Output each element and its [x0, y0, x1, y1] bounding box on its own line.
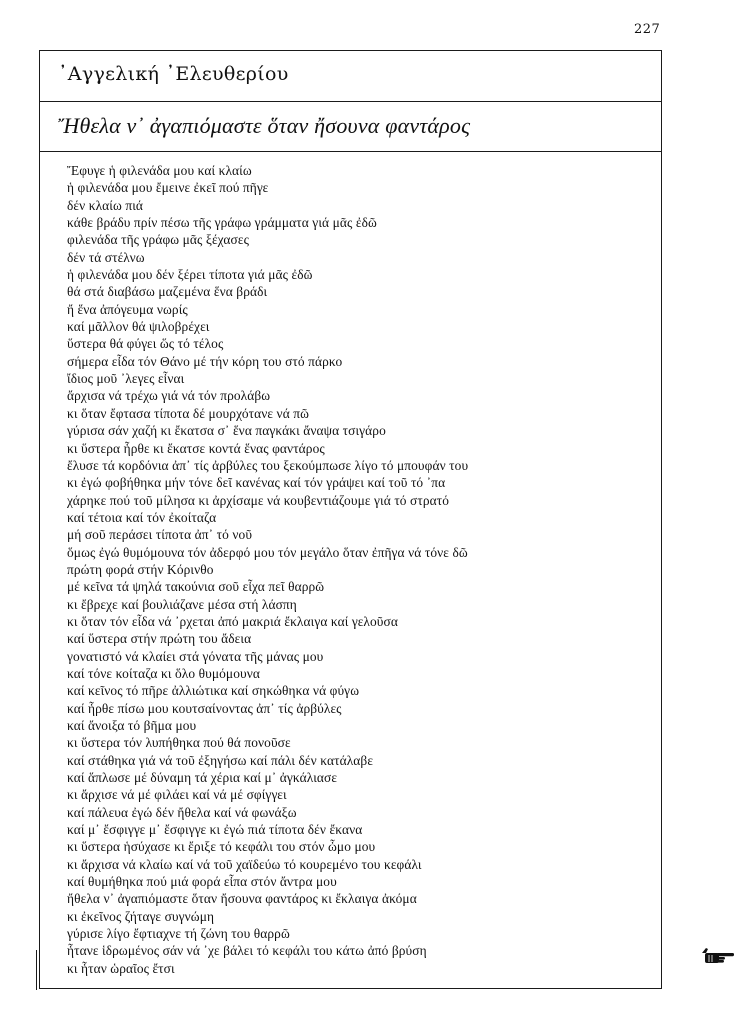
frame-edge	[36, 950, 40, 990]
poem-line: καί κεῖνος τό πῆρε ἀλλιώτικα καί σηκώθηκα νά φύγω	[67, 683, 360, 699]
poem-line: κι ἄρχισα νά κλαίω καί νά τοῦ χαϊδεύω τό κουρεμένο του κεφάλι	[67, 856, 422, 872]
poem-line: καί θυμήθηκα πού μιά φορά εἶπα στόν ἄντρα μου	[67, 874, 337, 890]
poem-line: καί ἄνοιξα τό βῆμα μου	[67, 718, 197, 733]
poem-line: καί τέτοια καί τόν ἐκοίταζα	[67, 509, 217, 525]
poem-line: ἡ φιλενάδα μου ἔμεινε ἐκεῖ πού πῆγε	[67, 180, 269, 196]
poem-line: σήμερα εἶδα τόν Θάνο μέ τήν κόρη του στό πάρκο	[67, 353, 343, 369]
poem-line: κι ἄρχισε νά μέ φιλάει καί νά μέ σφίγγει	[67, 787, 287, 803]
poem-line: κι ὕστερα ἦρθε κι ἔκατσε κοντά ἕνας φαντάρος	[67, 440, 325, 456]
poem-line: κι ἔβρεχε καί βουλιάζανε μέσα στή λάσπη	[67, 596, 297, 612]
poem-line: κι ὕστερα τόν λυπήθηκα πού θά πονοῦσε	[67, 735, 291, 751]
poem-line: γύρισα σάν χαζή κι ἔκατσα σ᾿ ἕνα παγκάκι ἄναψα τσιγάρο	[67, 423, 386, 439]
poem-line: ἴδιος μοῦ ᾿λεγες εἶναι	[67, 371, 185, 387]
poem-line: ἤθελα ν᾿ ἀγαπιόμαστε ὅταν ἤσουνα φαντάρος κι ἔκλαιγα ἀκόμα	[67, 891, 417, 907]
poem-frame	[39, 50, 662, 989]
poem-line: κι ἐγώ φοβήθηκα μήν τόνε δεῖ κανένας καί τόν γράψει καί τοῦ τό ᾿πα	[67, 475, 446, 491]
poem-line: καί ἅπλωσε μέ δύναμη τά χέρια καί μ᾿ ἀγκάλιασε	[67, 770, 338, 786]
poem-body	[67, 162, 657, 977]
poem-line: κι ἦταν ὡραῖος ἔτσι	[67, 960, 175, 976]
poem-line: δέν κλαίω πιά	[67, 197, 144, 213]
title-row	[40, 102, 661, 152]
poem-line: Ἔφυγε ἡ φιλενάδα μου καί κλαίω	[67, 163, 252, 178]
poem-line: κι ἐκεῖνος ζήταγε συγνώμη	[67, 908, 215, 924]
poem-line: καί πάλευα ἐγώ δέν ἤθελα καί νά φωνάξω	[67, 804, 297, 820]
poem-line: ἡ φιλενάδα μου δέν ξέρει τίποτα γιά μᾶς ἐδῶ	[67, 267, 313, 283]
poem-line: φιλενάδα τῆς γράφω μᾶς ξέχασες	[67, 232, 249, 248]
poem-line: χάρηκε πού τοῦ μίλησα κι ἀρχίσαμε νά κουβεντιάζουμε γιά τό στρατό	[67, 492, 450, 508]
poem-line: πρώτη φορά στήν Κόρινθο	[67, 561, 214, 577]
poem-line: ὅμως ἐγώ θυμόμουνα τόν ἀδερφό μου τόν μεγάλο ὅταν ἐπῆγα νά τόνε δῶ	[67, 544, 468, 560]
poem-title: Ἤθελα ν᾿ ἀγαπιόμαστε ὅταν ἤσουνα φαντάρος	[58, 113, 471, 138]
poem-line: γύρισε λίγο ἔφτιαχνε τή ζώνη του θαρρῶ	[67, 926, 290, 942]
poem-line: καί μᾶλλον θά ψιλοβρέχει	[67, 319, 210, 335]
poem-line: ἦτανε ἱδρωμένος σάν νά ᾿χε βάλει τό κεφάλι του κάτω ἀπό βρύση	[67, 943, 427, 959]
poem-line: δέν τά στέλνω	[67, 249, 145, 265]
poem-line: γονατιστό νά κλαίει στά γόνατα τῆς μάνας μου	[67, 648, 324, 664]
poem-line: καί ὕστερα στήν πρώτη του ἄδεια	[67, 631, 252, 647]
poem-line: μή σοῦ περάσει τίποτα ἀπ᾿ τό νοῦ	[67, 527, 253, 543]
poem-line: καί μ᾿ ἔσφιγγε μ᾿ ἔσφιγγε κι ἐγώ πιά τίποτα δέν ἔκανα	[67, 822, 363, 838]
author-name: ᾿Αγγελική ᾿Ελευθερίου	[58, 63, 289, 85]
poem-line: ἄρχισα νά τρέχω γιά νά τόν προλάβω	[67, 388, 271, 404]
poem-line: ὕστερα θά φύγει ὥς τό τέλος	[67, 336, 224, 352]
poem-line: κι ὅταν ἔφτασα τίποτα δέ μουρχότανε νά πῶ	[67, 405, 310, 421]
pointing-hand-icon	[700, 945, 736, 967]
poem-line: κι ὅταν τόν εἶδα νά ᾿ρχεται ἀπό μακριά ἔκλαιγα καί γελοῦσα	[67, 613, 398, 629]
poem-line: κάθε βράδυ πρίν πέσω τῆς γράφω γράμματα γιά μᾶς ἐδῶ	[67, 215, 377, 231]
poem-line: καί τόνε κοίταζα κι ὅλο θυμόμουνα	[67, 665, 260, 681]
poem-line: ἔλυσε τά κορδόνια ἀπ᾿ τίς ἀρβύλες του ξεκούμπωσε λίγο τό μπουφάν του	[67, 457, 469, 473]
page-number: 227	[634, 22, 661, 37]
poem-line: μέ κεῖνα τά ψηλά τακούνια σοῦ εἶχα πεῖ θαρρῶ	[67, 579, 325, 595]
poem-line: κι ὕστερα ἡσύχασε κι ἔριξε τό κεφάλι του στόν ὦμο μου	[67, 839, 376, 855]
poem-line: καί ἦρθε πίσω μου κουτσαίνοντας ἀπ᾿ τίς ἀρβύλες	[67, 700, 342, 716]
poem-line: καί στάθηκα γιά νά τοῦ ἐξηγήσω καί πάλι δέν κατάλαβε	[67, 752, 374, 768]
author-row	[40, 51, 661, 102]
poem-line: ἤ ἕνα ἀπόγευμα νωρίς	[67, 301, 188, 317]
poem-line: θά στά διαβάσω μαζεμένα ἕνα βράδι	[67, 284, 268, 300]
